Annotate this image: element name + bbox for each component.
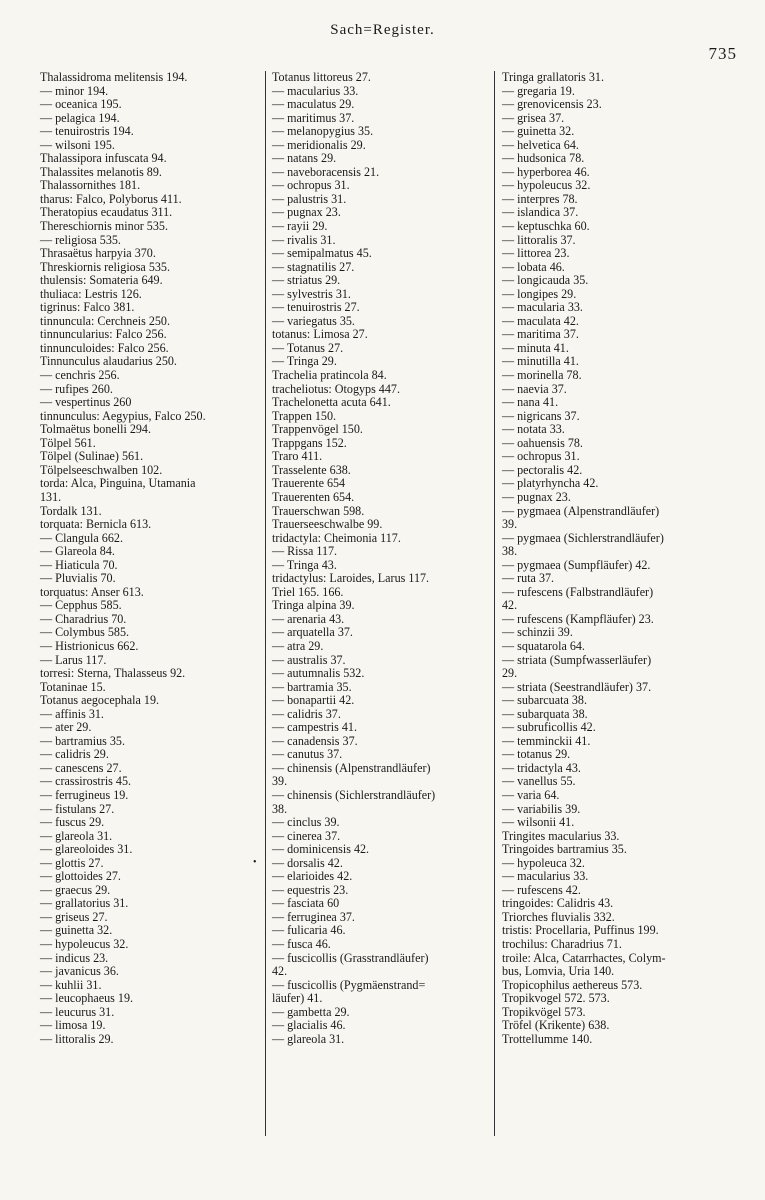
index-entry: — Colymbus 585. [40, 625, 130, 640]
index-entry: — wilsonii 41. [502, 815, 575, 830]
index-entry: tristis: Procellaria, Puffinus 199. [502, 923, 659, 938]
index-entry: — rufescens (Falbstrandläufer) [502, 584, 654, 599]
index-entry: tringoides: Calidris 43. [502, 896, 614, 911]
index-entry: — longicauda 35. [502, 273, 589, 288]
index-column-3 [502, 71, 748, 1046]
index-entry: Trauerseeschwalbe 99. [272, 517, 383, 532]
index-entry: — striatus 29. [272, 273, 341, 288]
index-entry: — keptuschka 60. [502, 219, 590, 234]
index-entry: — rufescens (Kampfläufer) 23. [502, 611, 654, 626]
index-entry: — kuhlii 31. [40, 977, 102, 992]
index-entry: — maritima 37. [502, 327, 579, 342]
index-entry: — pugnax 23. [502, 489, 571, 504]
index-entry: — Charadrius 70. [40, 611, 127, 626]
index-entry: — dominicensis 42. [272, 842, 370, 857]
index-entry: — varia 64. [502, 787, 560, 802]
index-entry: — palustris 31. [272, 191, 347, 206]
index-entry: 38. [502, 544, 518, 559]
index-entry: — maculata 42. [502, 313, 579, 328]
index-entry: — melanopygius 35. [272, 124, 374, 139]
index-entry: 39. [502, 517, 518, 532]
index-entry: — vanellus 55. [502, 774, 576, 789]
index-entry: Traro 411. [272, 449, 323, 464]
index-entry: — hypoleucus 32. [40, 937, 129, 951]
index-entry: — helvetica 64. [502, 137, 579, 152]
index-entry: — littorea 23. [502, 246, 570, 261]
index-entry: — pygmaea (Sumpfläufer) 42. [502, 557, 651, 572]
index-entry: Totanus aegocephala 19. [40, 693, 160, 708]
index-entry: — macularius 33. [502, 869, 589, 884]
column-rule-left [265, 71, 266, 1136]
index-entry: — rivalis 31. [272, 232, 336, 247]
index-entry: — temminckii 41. [502, 733, 591, 748]
index-entry: Tropikvögel 573. [502, 1004, 586, 1019]
printing-dot: • [253, 857, 257, 868]
index-entry: — indicus 23. [40, 950, 109, 965]
index-column-1 [40, 71, 262, 1046]
index-entry: — chinensis (Alpenstrandläufer) [272, 760, 431, 775]
index-entry: — campestris 41. [272, 720, 357, 735]
index-entry: tracheliotus: Otogyps 447. [272, 381, 400, 396]
index-entry: 42. [272, 964, 288, 979]
index-entry: Totaninae 15. [40, 679, 106, 694]
index-entry: Theratopius ecaudatus 311. [40, 205, 173, 220]
index-entry: — nana 41. [502, 395, 559, 410]
index-entry: Tringoides bartramius 35. [502, 842, 627, 857]
index-entry: Tinnunculus alaudarius 250. [40, 354, 177, 369]
index-entry: — littoralis 37. [502, 232, 576, 247]
index-entry: Tringa alpina 39. [272, 598, 355, 613]
index-entry: tharus: Falco, Polyborus 411. [40, 191, 182, 206]
index-entry: — Cepphus 585. [40, 598, 122, 613]
index-entry: — vespertinus 260 [40, 395, 132, 410]
index-column-2 [272, 71, 494, 1046]
index-entry: — fistulans 27. [40, 801, 115, 816]
index-entry: — rayii 29. [272, 219, 328, 234]
index-entry: Tringites macularius 33. [502, 828, 620, 843]
index-entry: — leucurus 31. [40, 1004, 115, 1019]
index-entry: — calidris 37. [272, 706, 341, 721]
index-entry: — religiosa 535. [40, 232, 121, 247]
index-entry: — guinetta 32. [502, 124, 575, 139]
index-entry: Trauerente 654 [272, 476, 346, 491]
index-entry: — bartramius 35. [40, 733, 125, 748]
index-entry: — maculatus 29. [272, 97, 355, 112]
index-entry: troile: Alca, Catarrhactes, Colym- [502, 950, 666, 965]
index-entry: Trachelonetta acuta 641. [272, 395, 391, 410]
index-entry: — oahuensis 78. [502, 435, 583, 450]
index-entry: 42. [502, 598, 518, 613]
index-entry: Trappen 150. [272, 408, 337, 423]
index-entry: — Totanus 27. [272, 340, 344, 355]
index-entry: — lobata 46. [502, 259, 565, 274]
index-entry: — glacialis 46. [272, 1018, 346, 1033]
index-entry: — grisea 37. [502, 110, 565, 125]
index-entry: Tölpelseeschwalben 102. [40, 462, 163, 477]
index-entry: — rufescens 42. [502, 882, 581, 897]
index-entry: torquata: Bernicla 613. [40, 517, 152, 532]
index-entry: trochilus: Charadrius 71. [502, 937, 622, 951]
index-entry: — fuscicollis (Pygmäenstrand= [272, 977, 426, 992]
index-entry: Trottellumme 140. [502, 1031, 593, 1046]
index-entry: Trappgans 152. [272, 435, 347, 450]
index-entry: torda: Alca, Pinguina, Utamania [40, 476, 196, 491]
index-entry: — fasciata 60 [272, 896, 340, 911]
index-entry: — limosa 19. [40, 1018, 106, 1033]
index-entry: — subruficollis 42. [502, 720, 596, 735]
index-entry: Tölpel 561. [40, 435, 96, 450]
index-entry: Thalassornithes 181. [40, 178, 141, 193]
index-entry: torresi: Sterna, Thalasseus 92. [40, 666, 186, 681]
index-entry: — pugnax 23. [272, 205, 341, 220]
index-entry: — guinetta 32. [40, 923, 113, 938]
index-entry: — stagnatilis 27. [272, 259, 355, 274]
index-entry: — pygmaea (Alpenstrandläufer) [502, 503, 660, 518]
index-entry: — pelagica 194. [40, 110, 120, 125]
index-entry: — glareola 31. [40, 828, 113, 843]
index-entry: — pygmaea (Sichlerstrandläufer) [502, 530, 664, 545]
index-entry: Triorches fluvialis 332. [502, 909, 615, 924]
index-entry: — bonapartii 42. [272, 693, 355, 708]
running-header: Sach=Register. [330, 22, 435, 38]
index-entry: Tordalk 131. [40, 503, 102, 518]
index-entry: — morinella 78. [502, 368, 582, 383]
index-entry: Tringa grallatoris 31. [502, 70, 605, 84]
index-entry: — natans 29. [272, 151, 337, 166]
index-entry: tridactylus: Laroides, Larus 117. [272, 571, 430, 586]
index-entry: — canutus 37. [272, 747, 343, 762]
index-entry: — totanus 29. [502, 747, 571, 762]
index-entry: — striata (Seestrandläufer) 37. [502, 679, 652, 694]
index-entry: — grallatorius 31. [40, 896, 129, 911]
index-entry: — notata 33. [502, 422, 565, 437]
index-entry: — hypoleuca 32. [502, 855, 585, 870]
index-entry: — macularia 33. [502, 300, 583, 315]
index-entry: Thalassites melanotis 89. [40, 164, 162, 179]
index-entry: läufer) 41. [272, 991, 323, 1006]
index-entry: — autumnalis 532. [272, 666, 365, 681]
index-entry: — fuscus 29. [40, 815, 105, 830]
index-entry: — bartramia 35. [272, 679, 352, 694]
index-entry: — ferruginea 37. [272, 909, 355, 924]
index-entry: — gambetta 29. [272, 1004, 350, 1019]
index-entry: — variabilis 39. [502, 801, 581, 816]
index-entry: — subarquata 38. [502, 706, 588, 721]
index-entry: 131. [40, 489, 62, 504]
index-entry: — sylvestris 31. [272, 286, 351, 301]
index-entry: — minutilla 41. [502, 354, 579, 369]
index-entry: — Hiaticula 70. [40, 557, 118, 572]
index-entry: Trachelia pratincola 84. [272, 368, 387, 383]
index-entry: — Histrionicus 662. [40, 638, 139, 653]
index-entry: Thalassipora infuscata 94. [40, 151, 167, 166]
index-entry: — equestris 23. [272, 882, 349, 897]
index-entry: — canadensis 37. [272, 733, 358, 748]
index-entry: — wilsoni 195. [40, 137, 115, 152]
index-entry: — striata (Sumpfwasserläufer) [502, 652, 652, 667]
index-entry: — gregaria 19. [502, 83, 575, 98]
index-entry: — variegatus 35. [272, 313, 355, 328]
index-entry: Totanus littoreus 27. [272, 70, 371, 84]
index-entry: — hypoleucus 32. [502, 178, 591, 193]
index-entry: — arenaria 43. [272, 611, 345, 626]
index-entry: Triel 165. 166. [272, 584, 344, 599]
index-entry: — glareola 31. [272, 1031, 345, 1046]
index-entry: — naevia 37. [502, 381, 567, 396]
index-entry: — squatarola 64. [502, 638, 585, 653]
column-rule-right [494, 71, 495, 1136]
index-entry: tigrinus: Falco 381. [40, 300, 135, 315]
index-entry: — tridactyla 43. [502, 760, 581, 775]
index-entry: — atra 29. [272, 638, 324, 653]
index-entry: — pectoralis 42. [502, 462, 583, 477]
index-entry: Thereschiornis minor 535. [40, 219, 168, 234]
index-entry: — dorsalis 42. [272, 855, 343, 870]
index-entry: — Clangula 662. [40, 530, 123, 545]
index-entry: — crassirostris 45. [40, 774, 132, 789]
index-entry: Tropikvogel 572. 573. [502, 991, 610, 1006]
index-entry: — cinclus 39. [272, 815, 340, 830]
index-entry: — Pluvialis 70. [40, 571, 116, 586]
index-entry: — minor 194. [40, 83, 109, 98]
index-entry: — rufipes 260. [40, 381, 113, 396]
index-entry: — canescens 27. [40, 760, 122, 775]
index-entry: — nigricans 37. [502, 408, 580, 423]
index-entry: — islandica 37. [502, 205, 579, 220]
index-entry: — cenchris 256. [40, 368, 120, 383]
index-entry: — ferrugineus 19. [40, 787, 129, 802]
index-entry: Trauerenten 654. [272, 489, 355, 504]
index-entry: Thalassidroma melitensis 194. [40, 70, 188, 84]
index-entry: totanus: Limosa 27. [272, 327, 368, 342]
index-entry: — Larus 117. [40, 652, 107, 667]
index-entry: — chinensis (Sichlerstrandläufer) [272, 787, 436, 802]
index-entry: — fuscicollis (Grasstrandläufer) [272, 950, 429, 965]
index-entry: Trasselente 638. [272, 462, 351, 477]
index-entry: Tölpel (Sulinae) 561. [40, 449, 144, 464]
index-entry: — ochropus 31. [272, 178, 350, 193]
index-entry: tridactyla: Cheimonia 117. [272, 530, 401, 545]
index-entry: 39. [272, 774, 288, 789]
index-entry: — semipalmatus 45. [272, 246, 372, 261]
index-entry: Trappenvögel 150. [272, 422, 363, 437]
index-entry: — littoralis 29. [40, 1031, 114, 1046]
index-entry: — interpres 78. [502, 191, 578, 206]
index-entry: — graecus 29. [40, 882, 111, 897]
index-entry: — arquatella 37. [272, 625, 353, 640]
index-entry: — fulicaria 46. [272, 923, 346, 938]
index-entry: Trauerschwan 598. [272, 503, 365, 518]
index-entry: tinnunculus: Aegypius, Falco 250. [40, 408, 206, 423]
index-entry: — leucophaeus 19. [40, 991, 134, 1006]
index-entry: — fusca 46. [272, 937, 331, 951]
index-entry: Tropicophilus aethereus 573. [502, 977, 643, 992]
index-entry: — longipes 29. [502, 286, 577, 301]
index-entry: — hudsonica 78. [502, 151, 585, 166]
index-entry: — oceanica 195. [40, 97, 122, 112]
index-entry: Tröfel (Krikente) 638. [502, 1018, 610, 1033]
index-entry: 29. [502, 666, 518, 681]
index-entry: — macularius 33. [272, 83, 359, 98]
index-entry: — maritimus 37. [272, 110, 355, 125]
index-entry: thulensis: Somateria 649. [40, 273, 163, 288]
page-number: 735 [708, 44, 737, 63]
index-entry: — Tringa 43. [272, 557, 337, 572]
index-entry: — schinzii 39. [502, 625, 573, 640]
index-entry: — naveboracensis 21. [272, 164, 380, 179]
index-entry: — grenovicensis 23. [502, 97, 602, 112]
index-entry: — tenuirostris 194. [40, 124, 134, 139]
index-entry: — hyperborea 46. [502, 164, 590, 179]
index-entry: — ruta 37. [502, 571, 555, 586]
index-entry: — glottoides 27. [40, 869, 121, 884]
index-entry: — australis 37. [272, 652, 346, 667]
index-entry: thuliaca: Lestris 126. [40, 286, 142, 301]
index-entry: — Tringa 29. [272, 354, 337, 369]
index-entry: — glareoloides 31. [40, 842, 133, 857]
index-entry: tinnuncula: Cerchneis 250. [40, 313, 170, 328]
index-entry: — ater 29. [40, 720, 92, 735]
index-entry: — cinerea 37. [272, 828, 341, 843]
index-entry: Thrasaëtus harpyia 370. [40, 246, 156, 261]
index-entry: — glottis 27. [40, 855, 104, 870]
index-entry: — subarcuata 38. [502, 693, 587, 708]
index-entry: — griseus 27. [40, 909, 108, 924]
index-entry: — javanicus 36. [40, 964, 119, 979]
index-entry: 38. [272, 801, 288, 816]
index-entry: torquatus: Anser 613. [40, 584, 144, 599]
index-entry: — platyrhyncha 42. [502, 476, 599, 491]
index-entry: — calidris 29. [40, 747, 109, 762]
index-entry: — tenuirostris 27. [272, 300, 360, 315]
index-entry: tinnunculoides: Falco 256. [40, 340, 169, 355]
index-entry: bus, Lomvia, Uria 140. [502, 964, 615, 979]
index-entry: — ochropus 31. [502, 449, 580, 464]
index-entry: tinnuncularius: Falco 256. [40, 327, 167, 342]
index-entry: Tolmaëtus bonelli 294. [40, 422, 152, 437]
index-entry: Threskiornis religiosa 535. [40, 259, 170, 274]
index-entry: — elarioides 42. [272, 869, 353, 884]
index-entry: — minuta 41. [502, 340, 569, 355]
index-entry: — Glareola 84. [40, 544, 115, 559]
index-entry: — Rissa 117. [272, 544, 338, 559]
index-entry: — affinis 31. [40, 706, 104, 721]
index-entry: — meridionalis 29. [272, 137, 366, 152]
